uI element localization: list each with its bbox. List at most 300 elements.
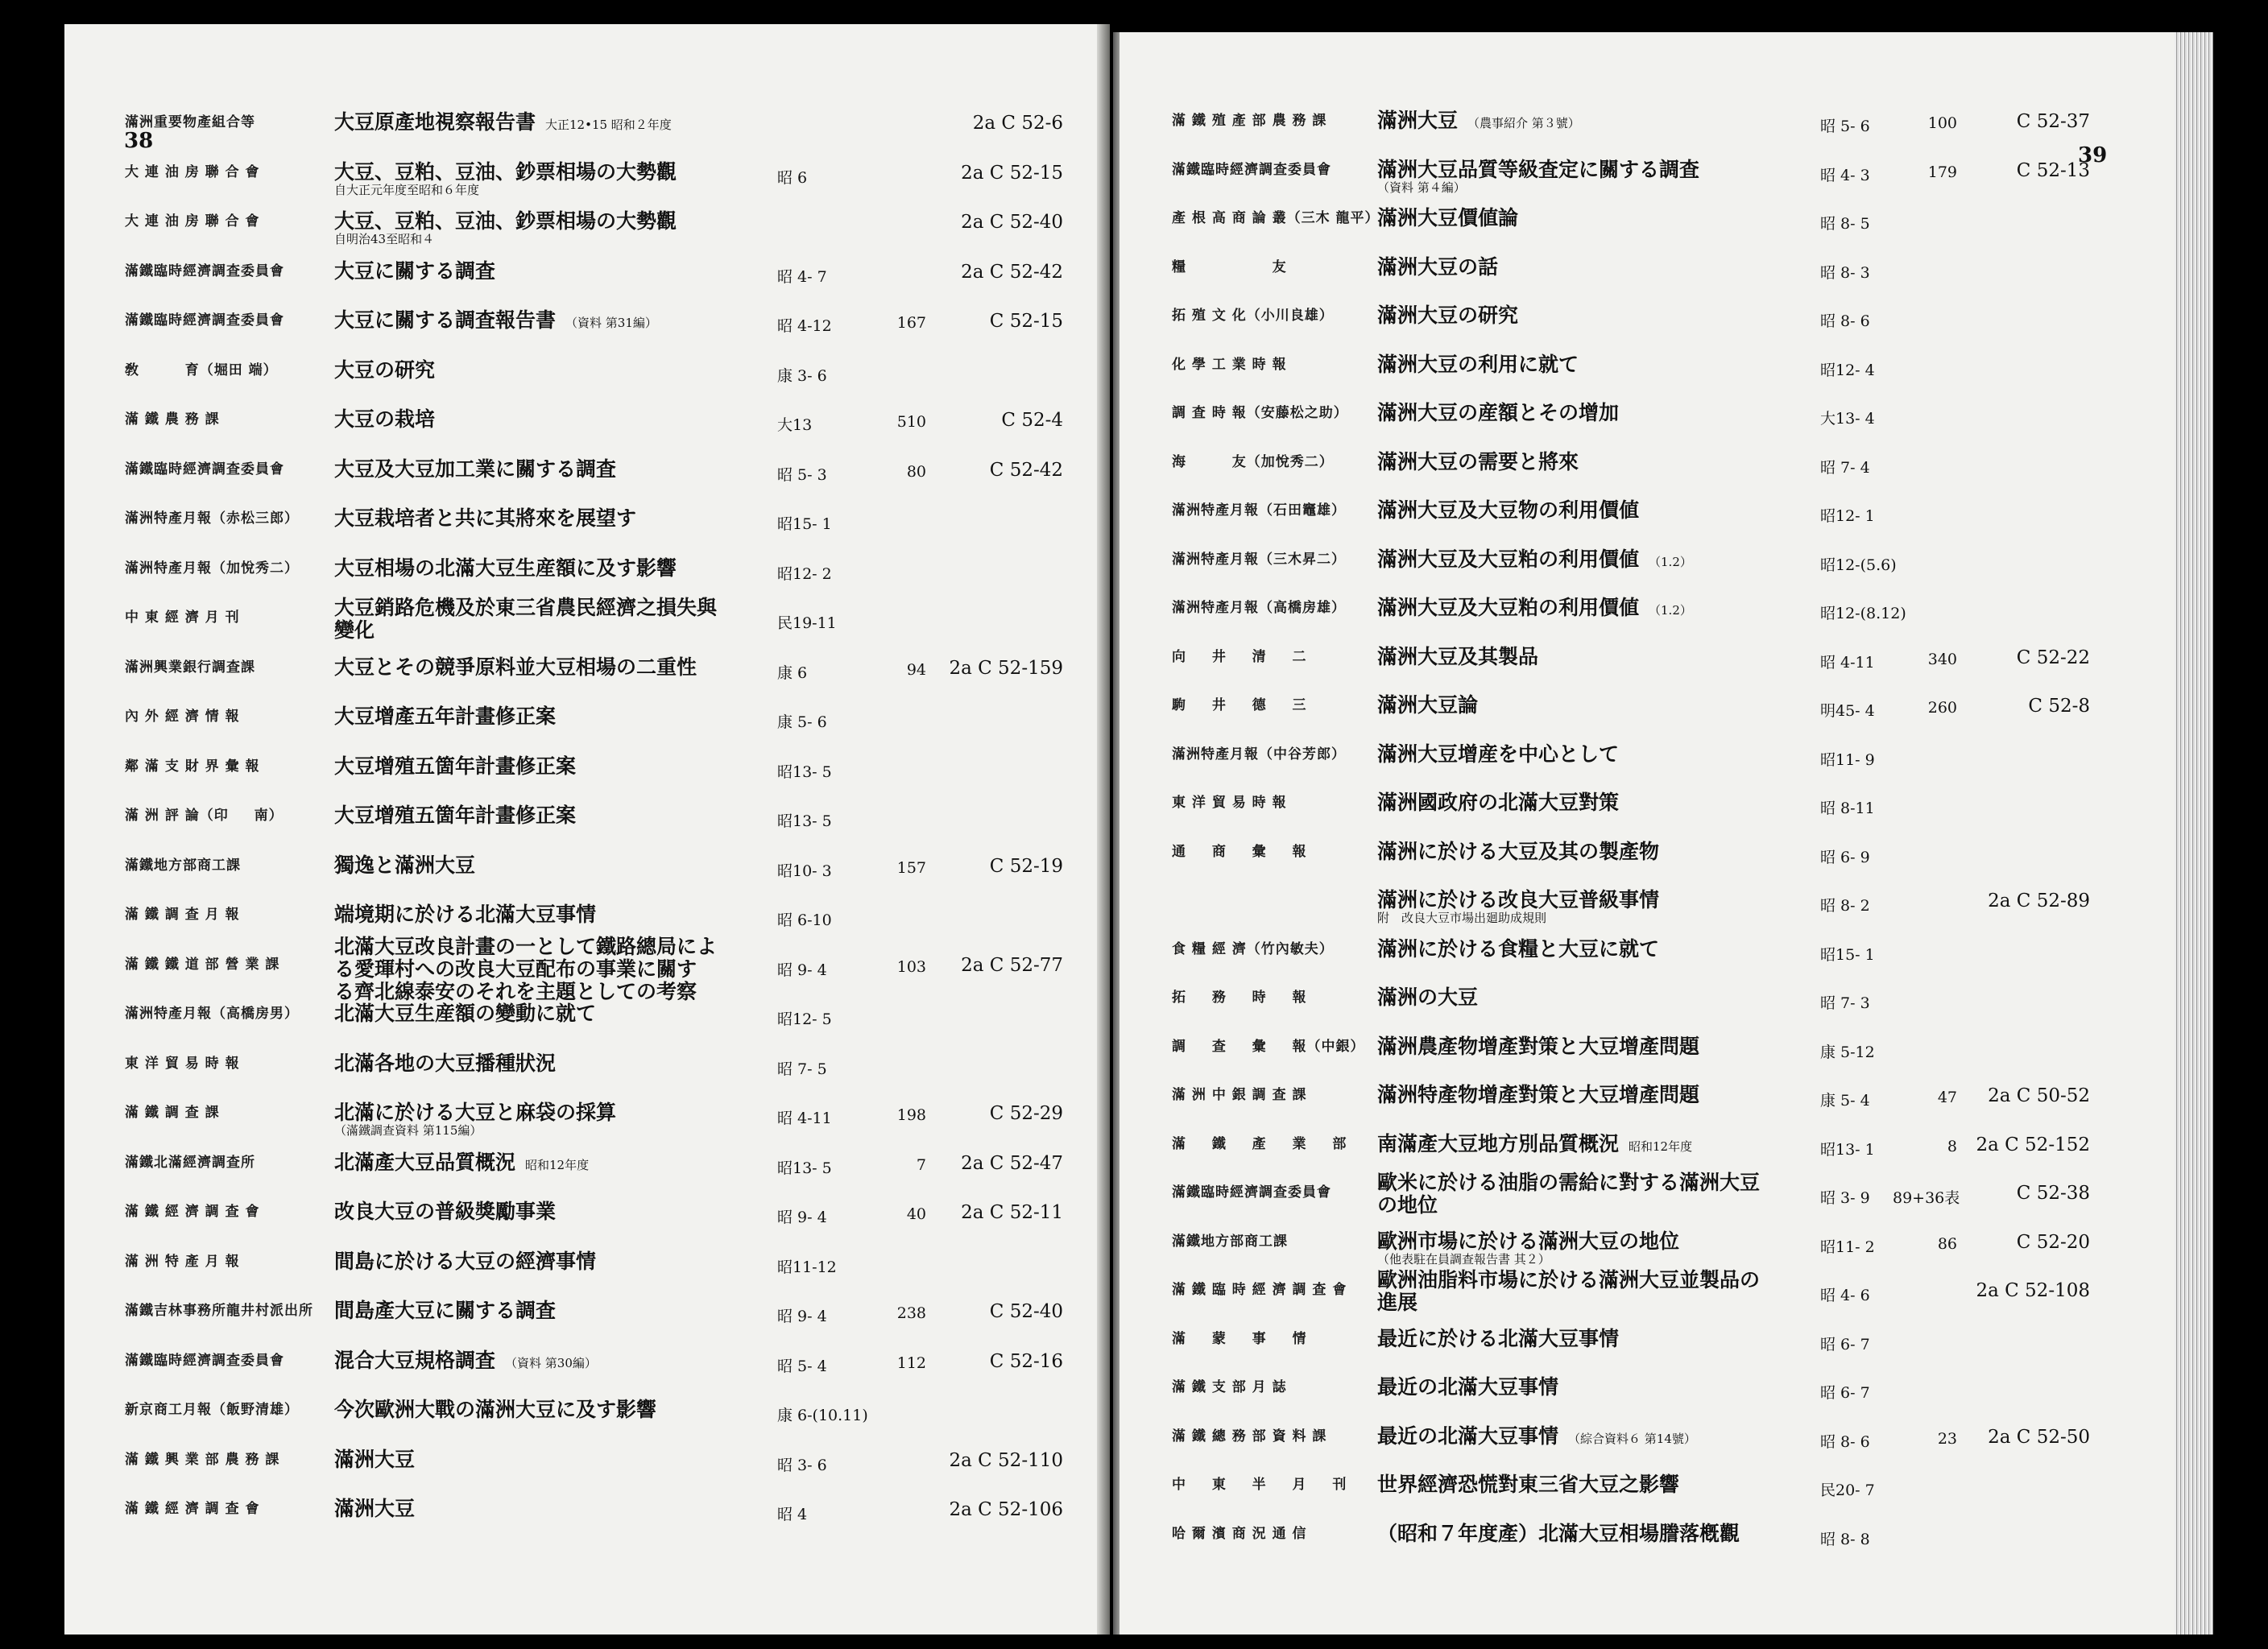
table-row — [64, 656, 1103, 700]
entry-title-block — [1377, 986, 1478, 1009]
entry-source: 滿鐵北滿經濟調查所 — [125, 1154, 255, 1171]
entry-date: 昭13- 5 — [777, 812, 832, 830]
entry-call-number: C 52-8 — [2028, 696, 2090, 717]
entry-title-continuation: の地位 — [1377, 1193, 1438, 1217]
entry-source: 滿鐵臨時經濟調查委員會 — [125, 312, 284, 329]
entry-date: 昭 9- 4 — [777, 1308, 827, 1325]
entry-title: 滿洲大豆品質等級査定に關する調査 — [1377, 157, 1700, 181]
entry-title-block — [1377, 889, 1659, 925]
entry-title-block — [334, 210, 677, 246]
entry-source: 滿洲特產月報（加悅秀二） — [125, 560, 299, 577]
entry-subtitle: （他表駐在員調查報告書 其２） — [1377, 1251, 1550, 1267]
entry-title-block — [1377, 1523, 1740, 1545]
entry-note: （綜合資料６ 第14號） — [1568, 1431, 1696, 1446]
table-row — [64, 1002, 1103, 1046]
entry-title: 滿洲大豆增産を中心として — [1377, 742, 1620, 766]
entry-title: 滿洲大豆の利用に就て — [1377, 352, 1579, 376]
entry-title-block — [1377, 451, 1579, 473]
table-row — [1120, 499, 2191, 543]
table-row — [64, 408, 1103, 452]
entry-title: 南滿產大豆地方別品質概況 — [1377, 1131, 1620, 1155]
entry-title: 大豆原產地視察報告書 — [334, 110, 536, 134]
entry-title: 大豆相場の北滿大豆生産額に及す影響 — [334, 556, 677, 580]
table-row — [1120, 743, 2191, 787]
entry-call-number: 2a C 52-106 — [949, 1499, 1063, 1520]
entry-pages: 260 — [1927, 699, 1957, 717]
table-row — [64, 111, 1103, 155]
entry-pages: 510 — [896, 413, 926, 431]
entry-date: 康 5-12 — [1820, 1043, 1875, 1061]
entry-title-block — [1377, 1035, 1699, 1058]
entry-date: 昭 7- 4 — [1820, 458, 1870, 477]
entry-date: 康 5- 6 — [777, 713, 827, 731]
entry-title: 滿洲大豆 — [1377, 109, 1459, 132]
entry-date: 民19-11 — [777, 614, 837, 632]
entry-call-number: 2a C 52-6 — [972, 113, 1063, 134]
entry-call-number: 2a C 52-42 — [961, 261, 1063, 283]
entry-date: 昭 4- 6 — [1820, 1287, 1870, 1304]
entry-title-block — [1377, 743, 1619, 766]
entry-source: 駒 井 德 三 — [1172, 697, 1307, 713]
entry-title-block — [1377, 597, 1692, 622]
entry-call-number: 2a C 52-77 — [961, 954, 1063, 976]
table-row — [64, 161, 1103, 205]
entry-title-block — [1377, 499, 1639, 522]
entry-title: 大豆に關する調査報告書 — [334, 308, 557, 332]
entry-title-block — [1377, 1084, 1699, 1106]
entry-title-block — [1377, 207, 1518, 229]
entry-title-block — [334, 804, 576, 827]
entry-source: 滿鐵臨時經濟調查委員會 — [1172, 1184, 1331, 1201]
entry-date: 昭 8- 6 — [1820, 312, 1870, 330]
entry-pages: 167 — [896, 314, 926, 332]
entry-title: 北滿に於ける大豆と麻袋の採算 — [334, 1101, 617, 1124]
entry-date: 昭 6- 7 — [1820, 1384, 1870, 1402]
table-row — [64, 1250, 1103, 1294]
table-row — [1120, 353, 2191, 397]
entry-title-block — [1377, 646, 1538, 668]
entry-source: 化 學 工 業 時 報 — [1172, 356, 1287, 373]
entry-title-block — [1377, 548, 1692, 573]
entry-date: 昭 9- 4 — [777, 1209, 827, 1226]
entry-title-continuation: る齊北線泰安のそれを主題としての考察 — [334, 979, 697, 1003]
entry-source: 新京商工月報（飯野清雄） — [125, 1402, 299, 1418]
entry-title: 大豆の研究 — [334, 357, 436, 382]
entry-call-number: 2a C 52-15 — [961, 162, 1063, 184]
entry-date: 昭11-12 — [777, 1258, 837, 1276]
table-row — [1120, 938, 2191, 982]
entry-call-number: 2a C 52-40 — [961, 212, 1063, 233]
entry-note: （1.2） — [1649, 554, 1692, 569]
entry-title: 滿洲國政府の北滿大豆對策 — [1377, 791, 1620, 814]
entry-title-block — [334, 1399, 656, 1421]
entry-title-block — [334, 1498, 415, 1520]
entry-title: 滿洲大豆の話 — [1377, 254, 1499, 279]
entry-source: 向 井 清 二 — [1172, 648, 1307, 665]
entry-date: 昭12- 4 — [1820, 361, 1875, 379]
table-row — [64, 309, 1103, 353]
table-row — [64, 1101, 1103, 1145]
entry-title: 端境期に於ける北滿大豆事情 — [334, 903, 597, 926]
entry-date: 昭 4 — [777, 1506, 808, 1523]
entry-title: 大豆銷路危機及於東三省農民經濟之損失與 — [334, 596, 718, 619]
entry-title: 歐米に於ける油脂の需給に對する滿洲大豆 — [1377, 1171, 1761, 1194]
table-row — [1120, 548, 2191, 592]
entry-title-block — [334, 1449, 415, 1471]
entry-title: 北滿大豆改良計畫の一として鐵路總局によ — [334, 934, 718, 958]
entry-pages: 103 — [896, 957, 926, 976]
entry-call-number: C 52-37 — [2016, 111, 2090, 132]
table-row — [64, 804, 1103, 848]
entry-pages: 94 — [906, 660, 926, 679]
left-page — [64, 24, 1103, 1635]
entry-title-block — [1377, 353, 1579, 376]
entry-subtitle: 附 改良大豆市場出廻助成規則 — [1377, 911, 1547, 925]
entry-date: 昭 4- 7 — [777, 267, 827, 286]
entry-title: 滿洲の大豆 — [1377, 986, 1479, 1009]
book-gutter — [1097, 24, 1110, 1635]
entry-title-block — [334, 1101, 616, 1138]
entry-title: 滿洲大豆の需要と將來 — [1377, 449, 1579, 473]
entry-title: 滿洲に於ける大豆及其の製產物 — [1377, 839, 1660, 863]
table-row — [64, 705, 1103, 749]
entry-source: 滿 鐵 農 務 課 — [125, 411, 220, 428]
entry-source: 滿 鐵 經 濟 調 查 會 — [125, 1204, 260, 1220]
entry-title: 大豆の栽培 — [334, 407, 436, 431]
table-row — [64, 1399, 1103, 1442]
entry-title-block — [334, 1201, 556, 1223]
entry-pages: 340 — [1927, 650, 1957, 668]
entry-call-number: 2a C 52-50 — [1988, 1426, 2090, 1448]
entry-source: 調 查 彙 報（中銀） — [1172, 1038, 1365, 1055]
entry-date: 昭 5- 6 — [1820, 118, 1870, 135]
entry-note: 昭和12年度 — [525, 1157, 590, 1172]
entry-title-block — [334, 1300, 556, 1322]
entry-date: 昭15- 1 — [777, 515, 832, 533]
entry-date: 昭 4-11 — [777, 1110, 832, 1127]
entry-date: 昭12-(5.6) — [1820, 556, 1897, 574]
table-row — [64, 1151, 1103, 1195]
entry-title-block — [334, 557, 677, 580]
table-row — [64, 359, 1103, 403]
entry-title-block — [1377, 402, 1619, 424]
entry-title: 滿洲大豆價値論 — [1377, 206, 1519, 229]
table-row — [64, 1449, 1103, 1492]
entry-pages: 8 — [1947, 1137, 1957, 1155]
table-row — [1120, 646, 2191, 689]
entry-date: 昭 8- 3 — [1820, 263, 1870, 282]
entry-title: 改良大豆の普級獎勵事業 — [334, 1200, 557, 1223]
table-row — [1120, 1035, 2191, 1079]
entry-source: 內 外 經 濟 情 報 — [125, 709, 240, 725]
entry-date: 昭13- 5 — [777, 1159, 832, 1177]
entry-source: 滿鐵臨時經濟調查委員會 — [125, 461, 284, 477]
entry-note: 大正12•15 昭和２年度 — [545, 118, 672, 132]
entry-source: 滿 鐵 經 濟 調 查 會 — [125, 1501, 260, 1517]
entry-source: 滿 鐵 興 業 部 農 務 課 — [125, 1451, 280, 1468]
entry-date: 昭 8- 8 — [1820, 1530, 1870, 1548]
entry-source: 滿 鐵 殖 產 部 農 務 課 — [1172, 113, 1327, 129]
entry-title-block — [334, 111, 672, 136]
entry-date: 昭 5- 4 — [777, 1357, 827, 1375]
entry-date: 昭 8-11 — [1820, 800, 1875, 817]
entry-pages: 112 — [896, 1354, 926, 1372]
page-edges — [2175, 32, 2213, 1635]
table-row — [64, 1201, 1103, 1244]
entry-note: （資料 第31編） — [565, 316, 657, 330]
entry-source: 滿 鐵 支 部 月 誌 — [1172, 1379, 1287, 1395]
entry-title-block — [334, 408, 435, 431]
page-number: 38 — [124, 129, 154, 153]
entry-title: 滿洲大豆及其製品 — [1377, 644, 1539, 668]
table-row — [64, 1349, 1103, 1393]
entry-note: （農事紹介 第３號） — [1467, 116, 1580, 130]
entry-call-number: 2a C 52-47 — [961, 1152, 1063, 1174]
entry-title-block — [1377, 1269, 1760, 1314]
table-row — [1120, 1376, 2191, 1420]
entry-title-block — [334, 458, 616, 481]
entry-title-continuation: 變化 — [334, 618, 375, 642]
entry-title: 大豆栽培者と共に其將來を展望す — [334, 506, 637, 530]
entry-call-number: 2a C 52-89 — [1988, 891, 2090, 911]
entry-title-block — [1377, 159, 1699, 195]
entry-source: 滿洲重要物產組合等 — [125, 114, 255, 130]
entry-date: 昭15- 1 — [1820, 945, 1875, 964]
entry-source: 中 東 半 月 刊 — [1172, 1477, 1347, 1493]
entry-title-block — [1377, 694, 1478, 717]
entry-date: 昭11- 9 — [1820, 750, 1875, 769]
entry-title-block — [1377, 938, 1659, 961]
entry-subtitle: 自大正元年度至昭和６年度 — [334, 182, 480, 197]
entry-pages: 157 — [896, 858, 926, 877]
entry-title: 滿洲特產物增產對策と大豆增產問題 — [1377, 1083, 1700, 1106]
entry-title: 滿洲に於ける改良大豆普級事情 — [1377, 888, 1660, 911]
entry-title-block — [334, 1250, 596, 1273]
entry-source: 糧 友 — [1172, 258, 1287, 275]
entry-title-continuation: る愛琿村への改良大豆配布の事業に關す — [334, 957, 697, 981]
entry-source: 食 糧 經 濟（竹內敏夫） — [1172, 940, 1334, 957]
entry-title: 間島に於ける大豆の經濟事情 — [334, 1249, 597, 1273]
table-row — [64, 458, 1103, 502]
entry-pages: 238 — [896, 1304, 926, 1322]
entry-source: 滿 鐵 調 查 課 — [125, 1105, 220, 1121]
entry-title: 滿洲に於ける食糧と大豆に就て — [1377, 936, 1660, 961]
entry-call-number: 2a C 52-11 — [961, 1202, 1063, 1223]
entry-date: 昭 8- 2 — [1820, 897, 1870, 915]
page-number: 39 — [2078, 143, 2108, 167]
entry-date: 昭 8- 5 — [1820, 215, 1870, 233]
table-row — [64, 1052, 1103, 1096]
entry-title-block — [1377, 110, 1580, 134]
entry-date: 大13- 4 — [1820, 410, 1875, 428]
entry-note: （1.2） — [1649, 603, 1692, 618]
entry-title: 滿洲大豆及大豆物の利用價値 — [1377, 498, 1640, 522]
table-row — [1120, 1473, 2191, 1517]
entry-title: 北滿產大豆品質概況 — [334, 1150, 516, 1174]
entry-source: 鄰 滿 支 財 界 彙 報 — [125, 758, 260, 775]
entry-date: 昭 9- 4 — [777, 961, 827, 979]
entry-pages: 23 — [1937, 1429, 1957, 1448]
table-row — [1120, 110, 2191, 153]
entry-call-number: 2a C 52-108 — [1976, 1280, 2090, 1301]
entry-source: 滿 鐵 產 業 部 — [1172, 1135, 1347, 1152]
entry-date: 昭 6 — [777, 168, 808, 187]
entry-source: 中 東 經 濟 月 刊 — [125, 610, 240, 626]
entry-call-number: C 52-38 — [2016, 1183, 2090, 1204]
entry-date: 昭12- 1 — [1820, 507, 1875, 525]
entry-call-number: C 52-42 — [989, 459, 1063, 481]
entry-date: 昭 3- 9 — [1820, 1189, 1870, 1207]
table-row — [1120, 889, 2191, 932]
entry-title-block — [334, 1151, 589, 1176]
table-row — [64, 260, 1103, 304]
entry-title: 滿洲大豆論 — [1377, 693, 1479, 717]
entry-title-block — [1377, 304, 1518, 327]
entry-date: 昭 7- 5 — [777, 1060, 827, 1078]
entry-title-block — [334, 161, 677, 197]
table-row — [1120, 1328, 2191, 1371]
table-row — [1120, 791, 2191, 835]
entry-title: （昭和７年度產）北滿大豆相場謄落槪觀 — [1377, 1521, 1740, 1545]
entry-call-number: 2a C 52-110 — [949, 1449, 1063, 1471]
table-row — [1120, 1425, 2191, 1469]
entry-title-block — [334, 1002, 596, 1025]
table-row — [1120, 1268, 2191, 1322]
entry-date: 昭12- 2 — [777, 564, 832, 583]
table-row — [1120, 402, 2191, 445]
entry-title: 歐洲油脂料市場に於ける滿洲大豆並製品の — [1377, 1268, 1761, 1292]
entry-title: 混合大豆規格調査 — [334, 1348, 496, 1372]
entry-pages: 89+36表 — [1893, 1189, 1960, 1207]
entry-title-block — [1377, 1133, 1692, 1158]
entry-call-number: 2a C 52-159 — [949, 657, 1063, 679]
table-row — [1120, 1084, 2191, 1127]
entry-call-number: C 52-29 — [989, 1103, 1063, 1124]
entry-title-block — [1377, 1425, 1696, 1450]
table-row — [1120, 207, 2191, 250]
entry-date: 康 6 — [777, 663, 808, 682]
entry-title-block — [1377, 791, 1619, 814]
table-row — [1120, 597, 2191, 640]
table-row — [64, 1300, 1103, 1343]
entry-source: 拓 殖 文 化（小川良雄） — [1172, 308, 1334, 324]
entry-title-block — [334, 359, 435, 382]
entry-title: 滿洲大豆 — [334, 1497, 416, 1520]
entry-call-number: 2a C 52-152 — [1976, 1134, 2090, 1155]
entry-source: 滿洲特產月報（石田竈雄） — [1172, 502, 1346, 519]
entry-date: 昭13- 5 — [777, 763, 832, 781]
entry-date: 昭 6- 9 — [1820, 848, 1870, 866]
entry-source: 東 洋 貿 易 時 報 — [1172, 795, 1287, 811]
entry-date: 昭 5- 3 — [777, 465, 827, 484]
entry-title: 獨逸と滿洲大豆 — [334, 853, 476, 877]
entry-date: 昭 6- 7 — [1820, 1335, 1870, 1354]
entry-date: 昭12- 5 — [777, 1010, 832, 1028]
entry-date: 民20- 7 — [1820, 1482, 1875, 1499]
entry-title: 最近の北滿大豆事情 — [1377, 1424, 1559, 1448]
entry-title-block — [334, 1349, 597, 1374]
entry-title: 最近に於ける北滿大豆事情 — [1377, 1326, 1620, 1350]
table-row — [64, 755, 1103, 799]
entry-title: 間島產大豆に關する調査 — [334, 1299, 557, 1322]
table-row — [1120, 986, 2191, 1030]
entry-title-block — [1377, 1172, 1760, 1217]
table-row — [1120, 841, 2191, 884]
entry-call-number: C 52-22 — [2016, 647, 2090, 668]
entry-source: 滿鐵臨時經濟調查委員會 — [125, 1352, 284, 1369]
table-row — [1120, 256, 2191, 300]
entry-date: 康 5- 4 — [1820, 1092, 1870, 1110]
entry-title: 歐洲市場に於ける滿洲大豆の地位 — [1377, 1229, 1680, 1253]
entry-source: 滿鐵地方部商工課 — [125, 857, 241, 874]
entry-date: 昭 6-10 — [777, 911, 832, 929]
entry-source: 調 査 時 報（安藤松之助） — [1172, 405, 1348, 421]
entry-title-block — [1377, 841, 1659, 863]
entry-title: 大豆、豆粕、豆油、鈔票相場の大勢觀 — [334, 159, 677, 184]
entry-source: 哈 爾 濱 商 況 通 信 — [1172, 1525, 1307, 1542]
entry-title-block — [1377, 1473, 1679, 1496]
entry-title-block — [334, 854, 475, 877]
entry-date: 昭11- 2 — [1820, 1238, 1875, 1256]
table-row — [1120, 1523, 2191, 1566]
entry-source: 滿洲興業銀行調查課 — [125, 659, 255, 676]
entry-pages: 198 — [896, 1106, 926, 1124]
entry-date: 昭 4-11 — [1820, 653, 1875, 672]
entry-call-number: C 52-20 — [2016, 1231, 2090, 1253]
entry-source: 滿 鐵 調 查 月 報 — [125, 907, 240, 923]
entry-source: 滿鐵臨時經濟調查委員會 — [125, 262, 284, 279]
entry-call-number: C 52-19 — [989, 855, 1063, 877]
entry-title: 滿洲大豆の産額とその增加 — [1377, 401, 1620, 424]
entry-pages: 100 — [1927, 114, 1957, 132]
entry-pages: 179 — [1927, 163, 1957, 181]
entry-title-block — [334, 936, 717, 1003]
entry-source: 滿 洲 評 論（印 南） — [125, 808, 284, 824]
entry-source: 東 洋 貿 易 時 報 — [125, 1055, 240, 1072]
entry-title: 大豆に關する調査 — [334, 258, 496, 283]
entry-title: 北滿各地の大豆播種狀況 — [334, 1051, 557, 1075]
entry-date: 昭12-(8.12) — [1820, 605, 1906, 622]
entry-source: 敎 育（堀田 端） — [125, 362, 278, 378]
entry-title: 大豆增殖五箇年計畫修正案 — [334, 754, 577, 778]
entry-title: 今次歐洲大戰の滿洲大豆に及す影響 — [334, 1398, 657, 1421]
table-row — [64, 507, 1103, 551]
entry-source: 拓 務 時 報 — [1172, 990, 1307, 1006]
entry-date: 昭13- 1 — [1820, 1140, 1875, 1159]
entry-title-block — [334, 705, 556, 728]
table-row — [64, 596, 1103, 650]
entry-title-block — [1377, 1328, 1619, 1350]
entry-title-block — [334, 507, 636, 530]
entry-call-number: 2a C 50-52 — [1988, 1085, 2090, 1106]
entry-call-number: C 52-13 — [2016, 159, 2090, 181]
entry-title-block — [1377, 1230, 1679, 1267]
entry-date: 明45- 4 — [1820, 702, 1875, 720]
entry-source: 滿洲特產月報（中谷芳郎） — [1172, 746, 1346, 763]
entry-note: 昭和12年度 — [1629, 1139, 1693, 1154]
entry-note: （資料 第30編） — [505, 1355, 597, 1370]
entry-subtitle: 自明治43至昭和４ — [334, 232, 435, 246]
entry-source: 滿 洲 特 產 月 報 — [125, 1253, 240, 1270]
entry-subtitle: （資料 第４編） — [1377, 180, 1466, 195]
entry-title: 大豆及大豆加工業に關する調査 — [334, 457, 617, 481]
table-row — [1120, 1133, 2191, 1176]
entry-title-continuation: 進展 — [1377, 1291, 1418, 1314]
entry-title: 滿洲大豆及大豆粕の利用價値 — [1377, 547, 1640, 571]
entry-source: 滿洲特產月報（高橋房雄） — [1172, 600, 1346, 616]
entry-date: 昭 8- 6 — [1820, 1432, 1870, 1451]
entry-date: 昭 4-12 — [777, 317, 832, 335]
